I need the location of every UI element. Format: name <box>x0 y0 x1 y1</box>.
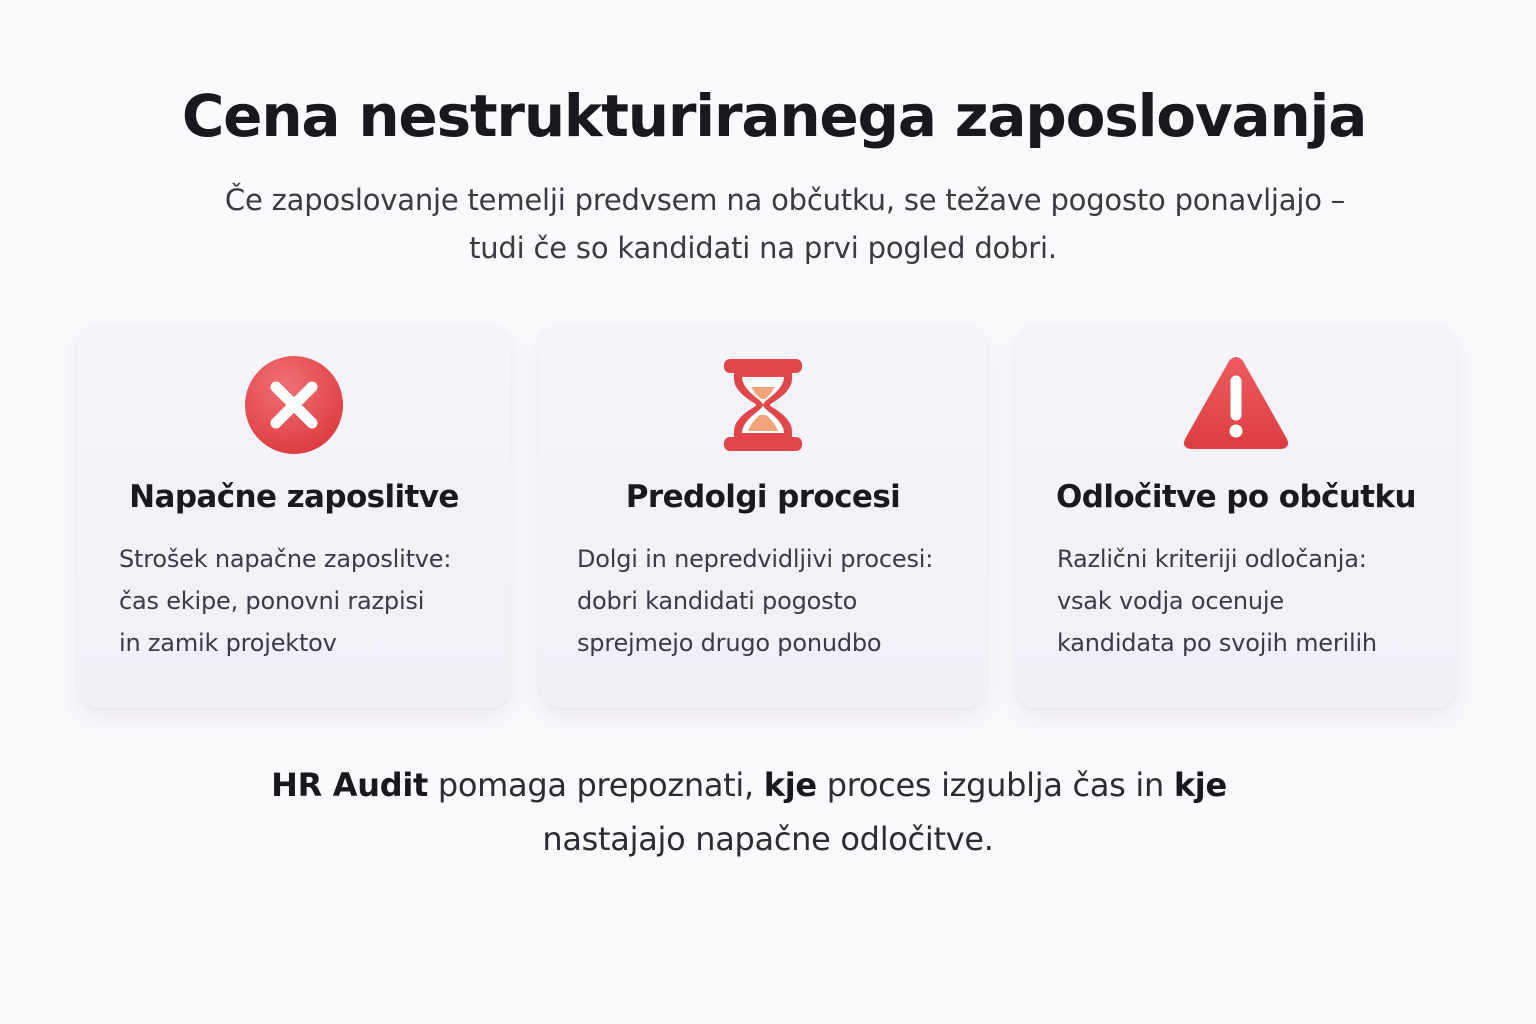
card-text-line: Strošek napačne zaposlitve: <box>119 545 452 573</box>
warning-triangle-icon <box>1181 355 1291 455</box>
footer-text: pomaga prepoznati, <box>428 766 764 804</box>
card-title: Predolgi procesi <box>625 479 901 515</box>
subtitle-line: tudi če so kandidati na prvi pogled dobri. <box>469 231 1057 265</box>
card-title: Napačne zaposlitve <box>129 479 459 515</box>
card-description <box>1057 538 1443 664</box>
footer-bold-hr-audit: HR Audit <box>271 766 428 804</box>
footer-statement <box>0 758 1536 866</box>
footer-bold-kje: kje <box>1173 766 1227 804</box>
card-text-line: dobri kandidati pogosto <box>577 587 858 615</box>
card-description <box>577 538 973 664</box>
footer-text: proces izgublja čas in <box>816 766 1174 804</box>
footer-bold-kje: kje <box>763 766 817 804</box>
footer-line: nastajajo napačne odločitve. <box>542 820 994 858</box>
card-gut-decisions <box>1015 325 1457 708</box>
card-text-line: vsak vodja ocenuje <box>1057 587 1284 615</box>
card-title: Odločitve po občutku <box>1055 479 1417 515</box>
subtitle-line: Če zaposlovanje temelji predvsem na občutku, se težave pogosto ponavljajo – <box>224 183 1346 217</box>
footer-line <box>0 758 1536 812</box>
x-circle-icon <box>239 355 349 455</box>
page-title: Cena nestrukturiranega zaposlovanja <box>181 82 1367 150</box>
page-subtitle <box>0 176 1536 272</box>
hourglass-icon <box>708 355 818 455</box>
card-text-line: Dolgi in nepredvidljivi procesi: <box>577 545 934 573</box>
card-text-line: čas ekipe, ponovni razpisi <box>119 587 425 615</box>
card-text-line: in zamik projektov <box>119 629 337 657</box>
card-text-line: Različni kriteriji odločanja: <box>1057 545 1367 573</box>
card-description <box>119 538 497 664</box>
card-text-line: sprejmejo drugo ponudbo <box>577 629 882 657</box>
card-text-line: kandidata po svojih merilih <box>1057 629 1377 657</box>
card-long-processes <box>539 325 987 708</box>
card-wrong-hires <box>77 325 511 708</box>
